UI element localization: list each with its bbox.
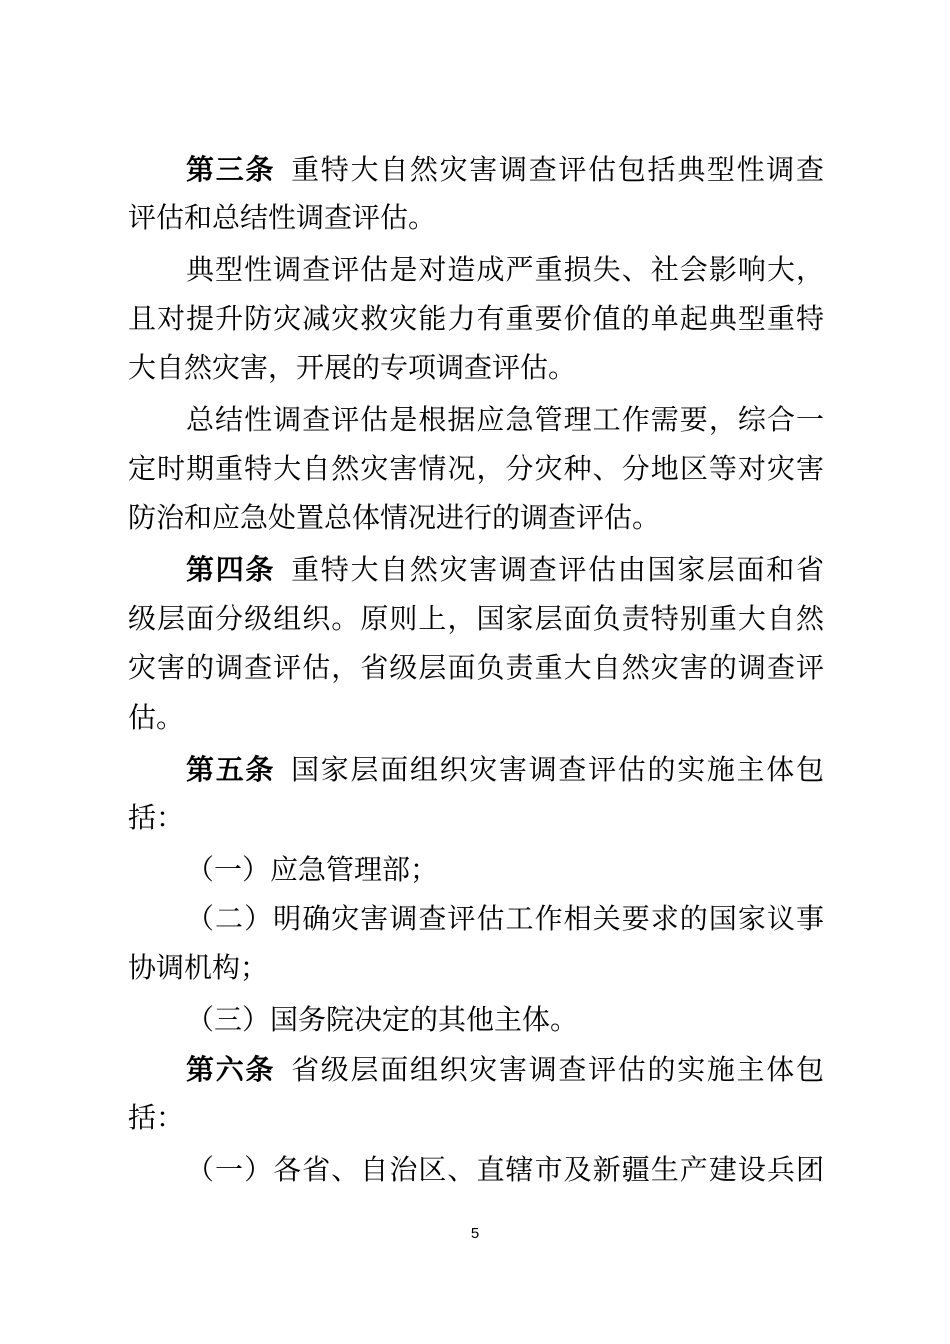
summary-eval-line-3: 防治和应急处置总体情况进行的调查评估。 [128,501,661,534]
article-3-line-1 [186,152,824,188]
article-5-item-1: （一）应急管理部； [186,853,439,886]
page-number: 5 [470,1225,480,1242]
article-5-item-3: （三）国务院决定的其他主体。 [186,1003,579,1036]
article-6-title: 第六条 [186,1054,276,1085]
article-6-item-1: （一）各省、自治区、直辖市及新疆生产建设兵团 [186,1153,824,1186]
article-6-line-2: 括： [128,1101,185,1134]
article-6-line-1 [186,1052,824,1088]
article-4-text-1: 重特大自然灾害调查评估由国家层面和省 [291,553,824,586]
article-3-text-1: 重特大自然灾害调查评估包括典型性调查 [291,153,824,186]
summary-eval-line-2: 定时期重特大自然灾害情况，分灾种、分地区等对灾害 [128,452,824,485]
article-4-line-2: 级层面分级组织。原则上，国家层面负责特别重大自然 [128,602,824,635]
article-3-title: 第三条 [186,154,276,185]
article-6-text-1: 省级层面组织灾害调查评估的实施主体包 [291,1053,824,1086]
article-5-line-1 [186,752,824,788]
typical-eval-line-3: 大自然灾害，开展的专项调查评估。 [128,351,577,384]
article-5-text-1: 国家层面组织灾害调查评估的实施主体包 [291,753,824,786]
article-4-title: 第四条 [186,554,276,585]
article-4-line-1 [186,552,824,588]
article-4-line-3: 灾害的调查评估，省级层面负责重大自然灾害的调查评 [128,651,824,684]
summary-eval-line-1: 总结性调查评估是根据应急管理工作需要，综合一 [186,403,824,436]
typical-eval-line-1: 典型性调查评估是对造成严重损失、社会影响大， [186,253,824,286]
article-4-line-4: 估。 [128,701,185,734]
article-3-line-2: 评估和总结性调查评估。 [128,201,437,234]
article-5-title: 第五条 [186,754,276,785]
article-5-item-2-line-1: （二）明确灾害调查评估工作相关要求的国家议事 [186,902,824,935]
typical-eval-line-2: 且对提升防灾减灾救灾能力有重要价值的单起典型重特 [128,302,824,335]
article-5-line-2: 括： [128,801,185,834]
article-5-item-2-line-2: 协调机构； [128,951,269,984]
